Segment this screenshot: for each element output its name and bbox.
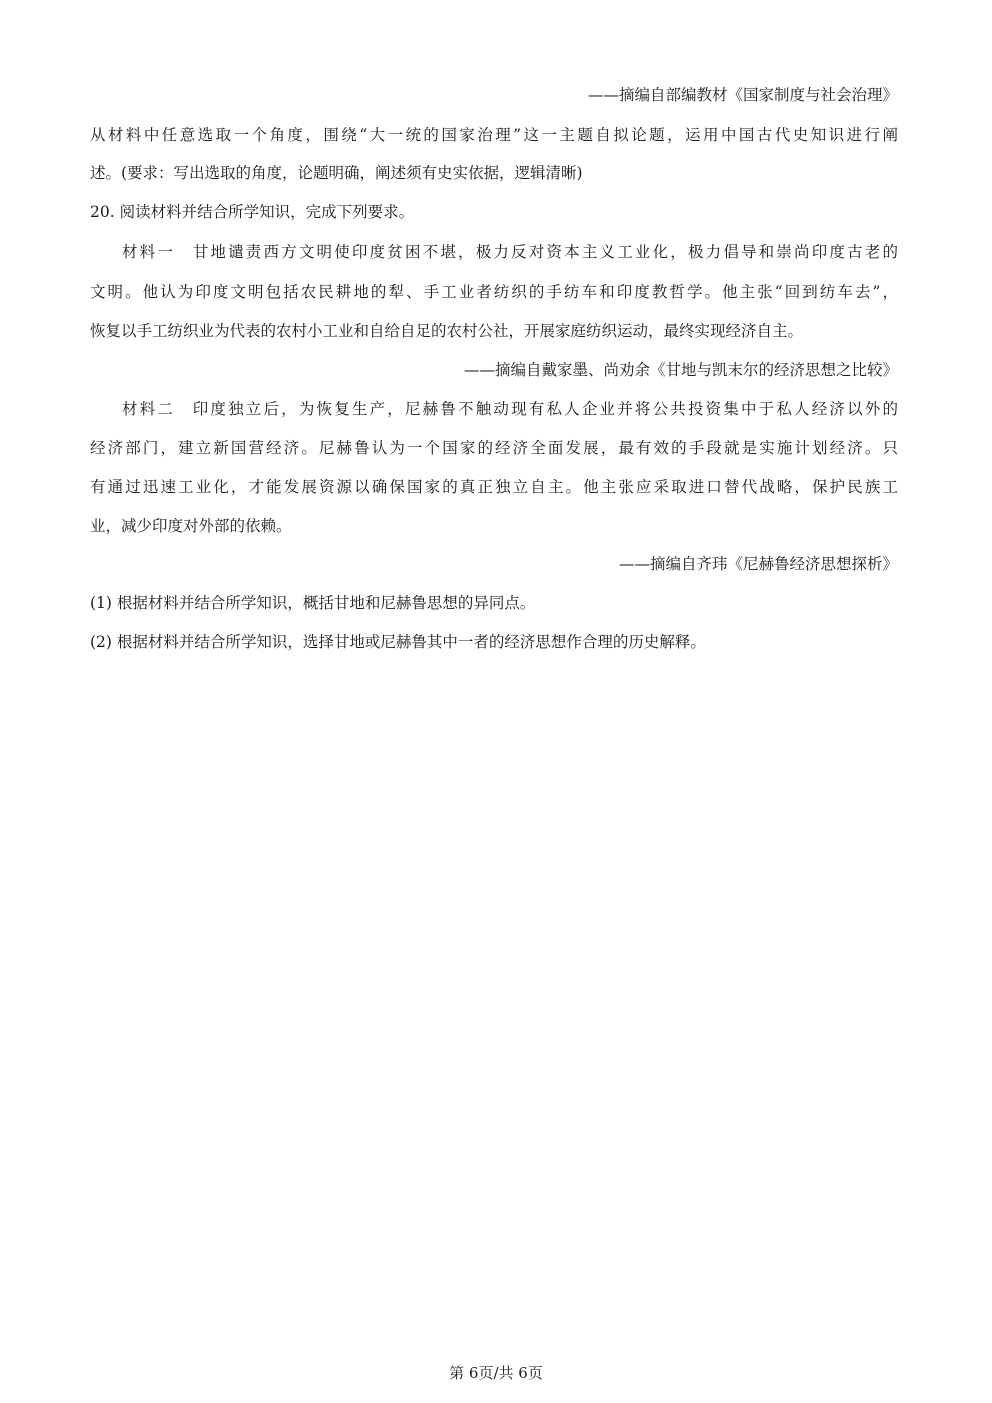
- q19-task-line-2: 述。(要求：写出选取的角度，论题明确，阐述须有史实依据，逻辑清晰): [90, 164, 583, 182]
- q19-source-citation: ——摘编自部编教材《国家制度与社会治理》: [587, 86, 898, 104]
- q20-material1-source: ——摘编自戴家墨、尚劝余《甘地与凯末尔的经济思想之比较》: [463, 361, 898, 379]
- q20-material2-line-4: 业，减少印度对外部的依赖。: [90, 517, 292, 535]
- q20-material1-line-3: 恢复以手工纺织业为代表的农村小工业和自给自足的农村公社，开展家庭纺织运动，最终实现经济自主。: [90, 322, 804, 340]
- q20-material2-line-3: 有通过迅速工业化，才能发展资源以确保国家的真正独立自主。他主张应采取进口替代战略，保护民族工: [90, 478, 898, 496]
- q20-material2-line-1: 材料二 印度独立后，为恢复生产，尼赫鲁不触动现有私人企业并将公共投资集中于私人经济以外的: [122, 400, 898, 418]
- page-number: 第 6页/共 6页: [449, 1364, 543, 1382]
- q20-heading: 20. 阅读材料并结合所学知识，完成下列要求。: [90, 203, 415, 221]
- q20-material2-line-2: 经济部门，建立新国营经济。尼赫鲁认为一个国家的经济全面发展，最有效的手段就是实施计划经济。只: [90, 439, 898, 457]
- q20-subquestion-2: (2) 根据材料并结合所学知识，选择甘地或尼赫鲁其中一者的经济思想作合理的历史解释。: [90, 633, 706, 651]
- q19-task-line-1: 从材料中任意选取一个角度，围绕“大一统的国家治理”这一主题自拟论题，运用中国古代史知识进行阐: [90, 126, 898, 144]
- q20-material2-source: ——摘编自齐玮《尼赫鲁经济思想探析》: [618, 555, 898, 573]
- q20-material1-line-2: 文明。他认为印度文明包括农民耕地的犁、手工业者纺织的手纺车和印度教哲学。他主张“回到纺车去”，: [90, 283, 898, 301]
- q20-subquestion-1: (1) 根据材料并结合所学知识，概括甘地和尼赫鲁思想的异同点。: [90, 594, 536, 612]
- q20-material1-line-1: 材料一 甘地谴责西方文明使印度贫困不堪，极力反对资本主义工业化，极力倡导和崇尚印度古老的: [122, 243, 898, 261]
